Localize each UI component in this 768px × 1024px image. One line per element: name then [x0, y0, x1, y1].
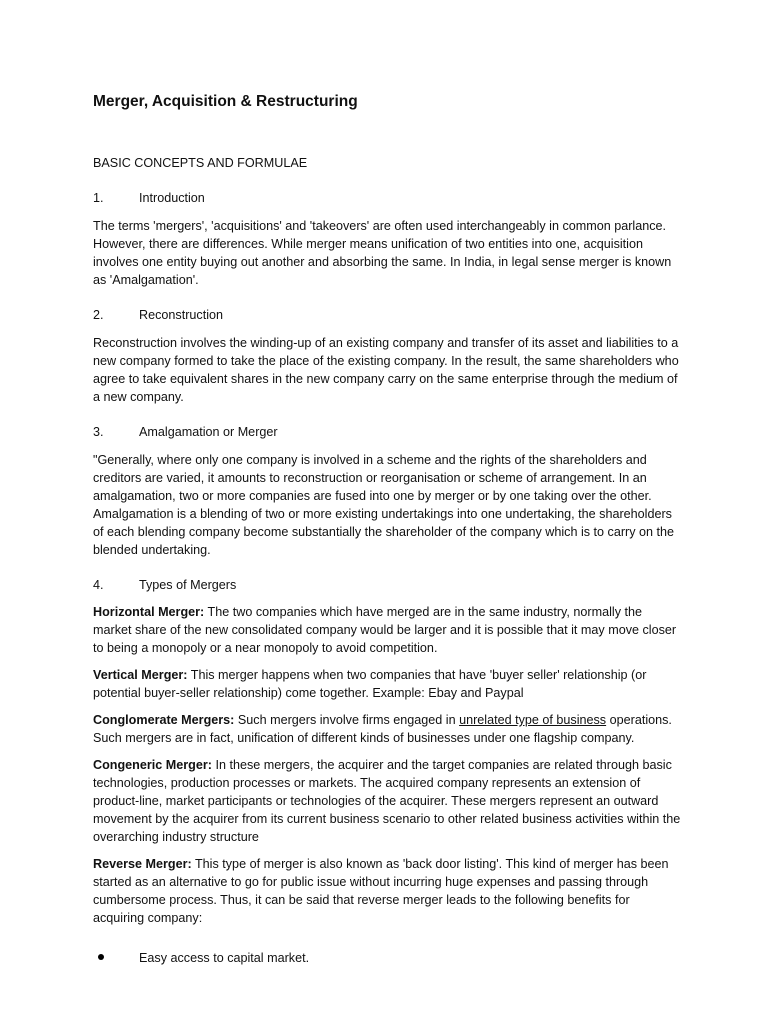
congeneric-merger-text: In these mergers, the acquirer and the target companies are related through basic technologies, production processes or markets. The acquired company represents an extension of product-line, market participants or technologies of the acquirer. These mergers represent an outward movement by the acquirer from its current business scenario to other related business activities within the overarching industry structure [93, 758, 681, 844]
bullet-item [93, 949, 683, 967]
section-number: 4. [93, 578, 104, 592]
document-title: Merger, Acquisition & Restructuring [93, 93, 358, 110]
section-heading-types-of-mergers [93, 576, 683, 594]
section-number: 3. [93, 425, 104, 439]
section-heading-introduction [93, 189, 683, 207]
conglomerate-merger-term: Conglomerate Mergers: [93, 713, 235, 727]
section-heading-amalgamation [93, 423, 683, 441]
section-number: 2. [93, 308, 104, 322]
reverse-merger-paragraph [93, 855, 683, 927]
conglomerate-merger-text-after: operations. Such mergers are in fact, unification of different kinds of businesses under one flagship company. [93, 713, 672, 745]
reconstruction-paragraph: Reconstruction involves the winding-up of an existing company and transfer of its asset and liabilities to a new company formed to take the place of the existing company. In the result, the same shareholders who agree to take equivalent shares in the new company carry on the same enterprise through the medium of a new company. [93, 336, 679, 404]
section-heading-text: Types of Mergers [139, 578, 237, 592]
section-heading-text: Amalgamation or Merger [139, 425, 278, 439]
introduction-paragraph: The terms 'mergers', 'acquisitions' and 'takeovers' are often used interchangeably in common parlance. However, there are differences. While merger means unification of two entities into one, acquisition involves one entity buying out another and absorbing the same. In India, in legal sense merger is known as 'Amalgamation'. [93, 219, 672, 287]
congeneric-merger-term: Congeneric Merger: [93, 758, 212, 772]
reverse-merger-term: Reverse Merger: [93, 857, 192, 871]
reverse-merger-text: This type of merger is also known as 'back door listing'. This kind of merger has been started as an alternative to go for public issue without incurring huge expenses and passing through cumbersome process. Thus, it can be said that reverse merger leads to the following benefits for acquiring company: [93, 857, 669, 925]
horizontal-merger-text: The two companies which have merged are in the same industry, normally the market share of the new consolidated company would be larger and it is possible that it may move closer to being a monopoly or a near monopoly to avoid competition. [93, 605, 677, 655]
section-label: BASIC CONCEPTS AND FORMULAE [93, 156, 308, 170]
unrelated-business-link[interactable]: unrelated type of business [459, 713, 607, 727]
bullet-dot-icon [93, 949, 139, 967]
section-heading-text: Reconstruction [139, 308, 223, 322]
vertical-merger-term: Vertical Merger: [93, 668, 188, 682]
vertical-merger-paragraph [93, 666, 683, 702]
section-number: 1. [93, 191, 104, 205]
conglomerate-merger-paragraph [93, 711, 683, 747]
amalgamation-paragraph: "Generally, where only one company is involved in a scheme and the rights of the shareholders and creditors are varied, it amounts to reconstruction or reorganisation or scheme of arrangement. In an amalgamation, two or more companies are fused into one by merger or by one taking over the other. Amalgamation is a blending of two or more existing undertakings into one undertaking, the shareholders of each blending company become substantially the shareholder of the company which is to carry on the blended undertaking. [93, 453, 675, 557]
document-page [93, 84, 683, 967]
vertical-merger-text: This merger happens when two companies that have 'buyer seller' relationship (or potential buyer-seller relationship) come together. Example: Ebay and Paypal [93, 668, 647, 700]
section-heading-reconstruction [93, 306, 683, 324]
horizontal-merger-term: Horizontal Merger: [93, 605, 205, 619]
horizontal-merger-paragraph [93, 603, 683, 657]
section-heading-text: Introduction [139, 191, 205, 205]
congeneric-merger-paragraph [93, 756, 683, 846]
conglomerate-merger-text-before: Such mergers involve firms engaged in [234, 713, 460, 727]
bullet-text: Easy access to capital market. [139, 951, 310, 965]
